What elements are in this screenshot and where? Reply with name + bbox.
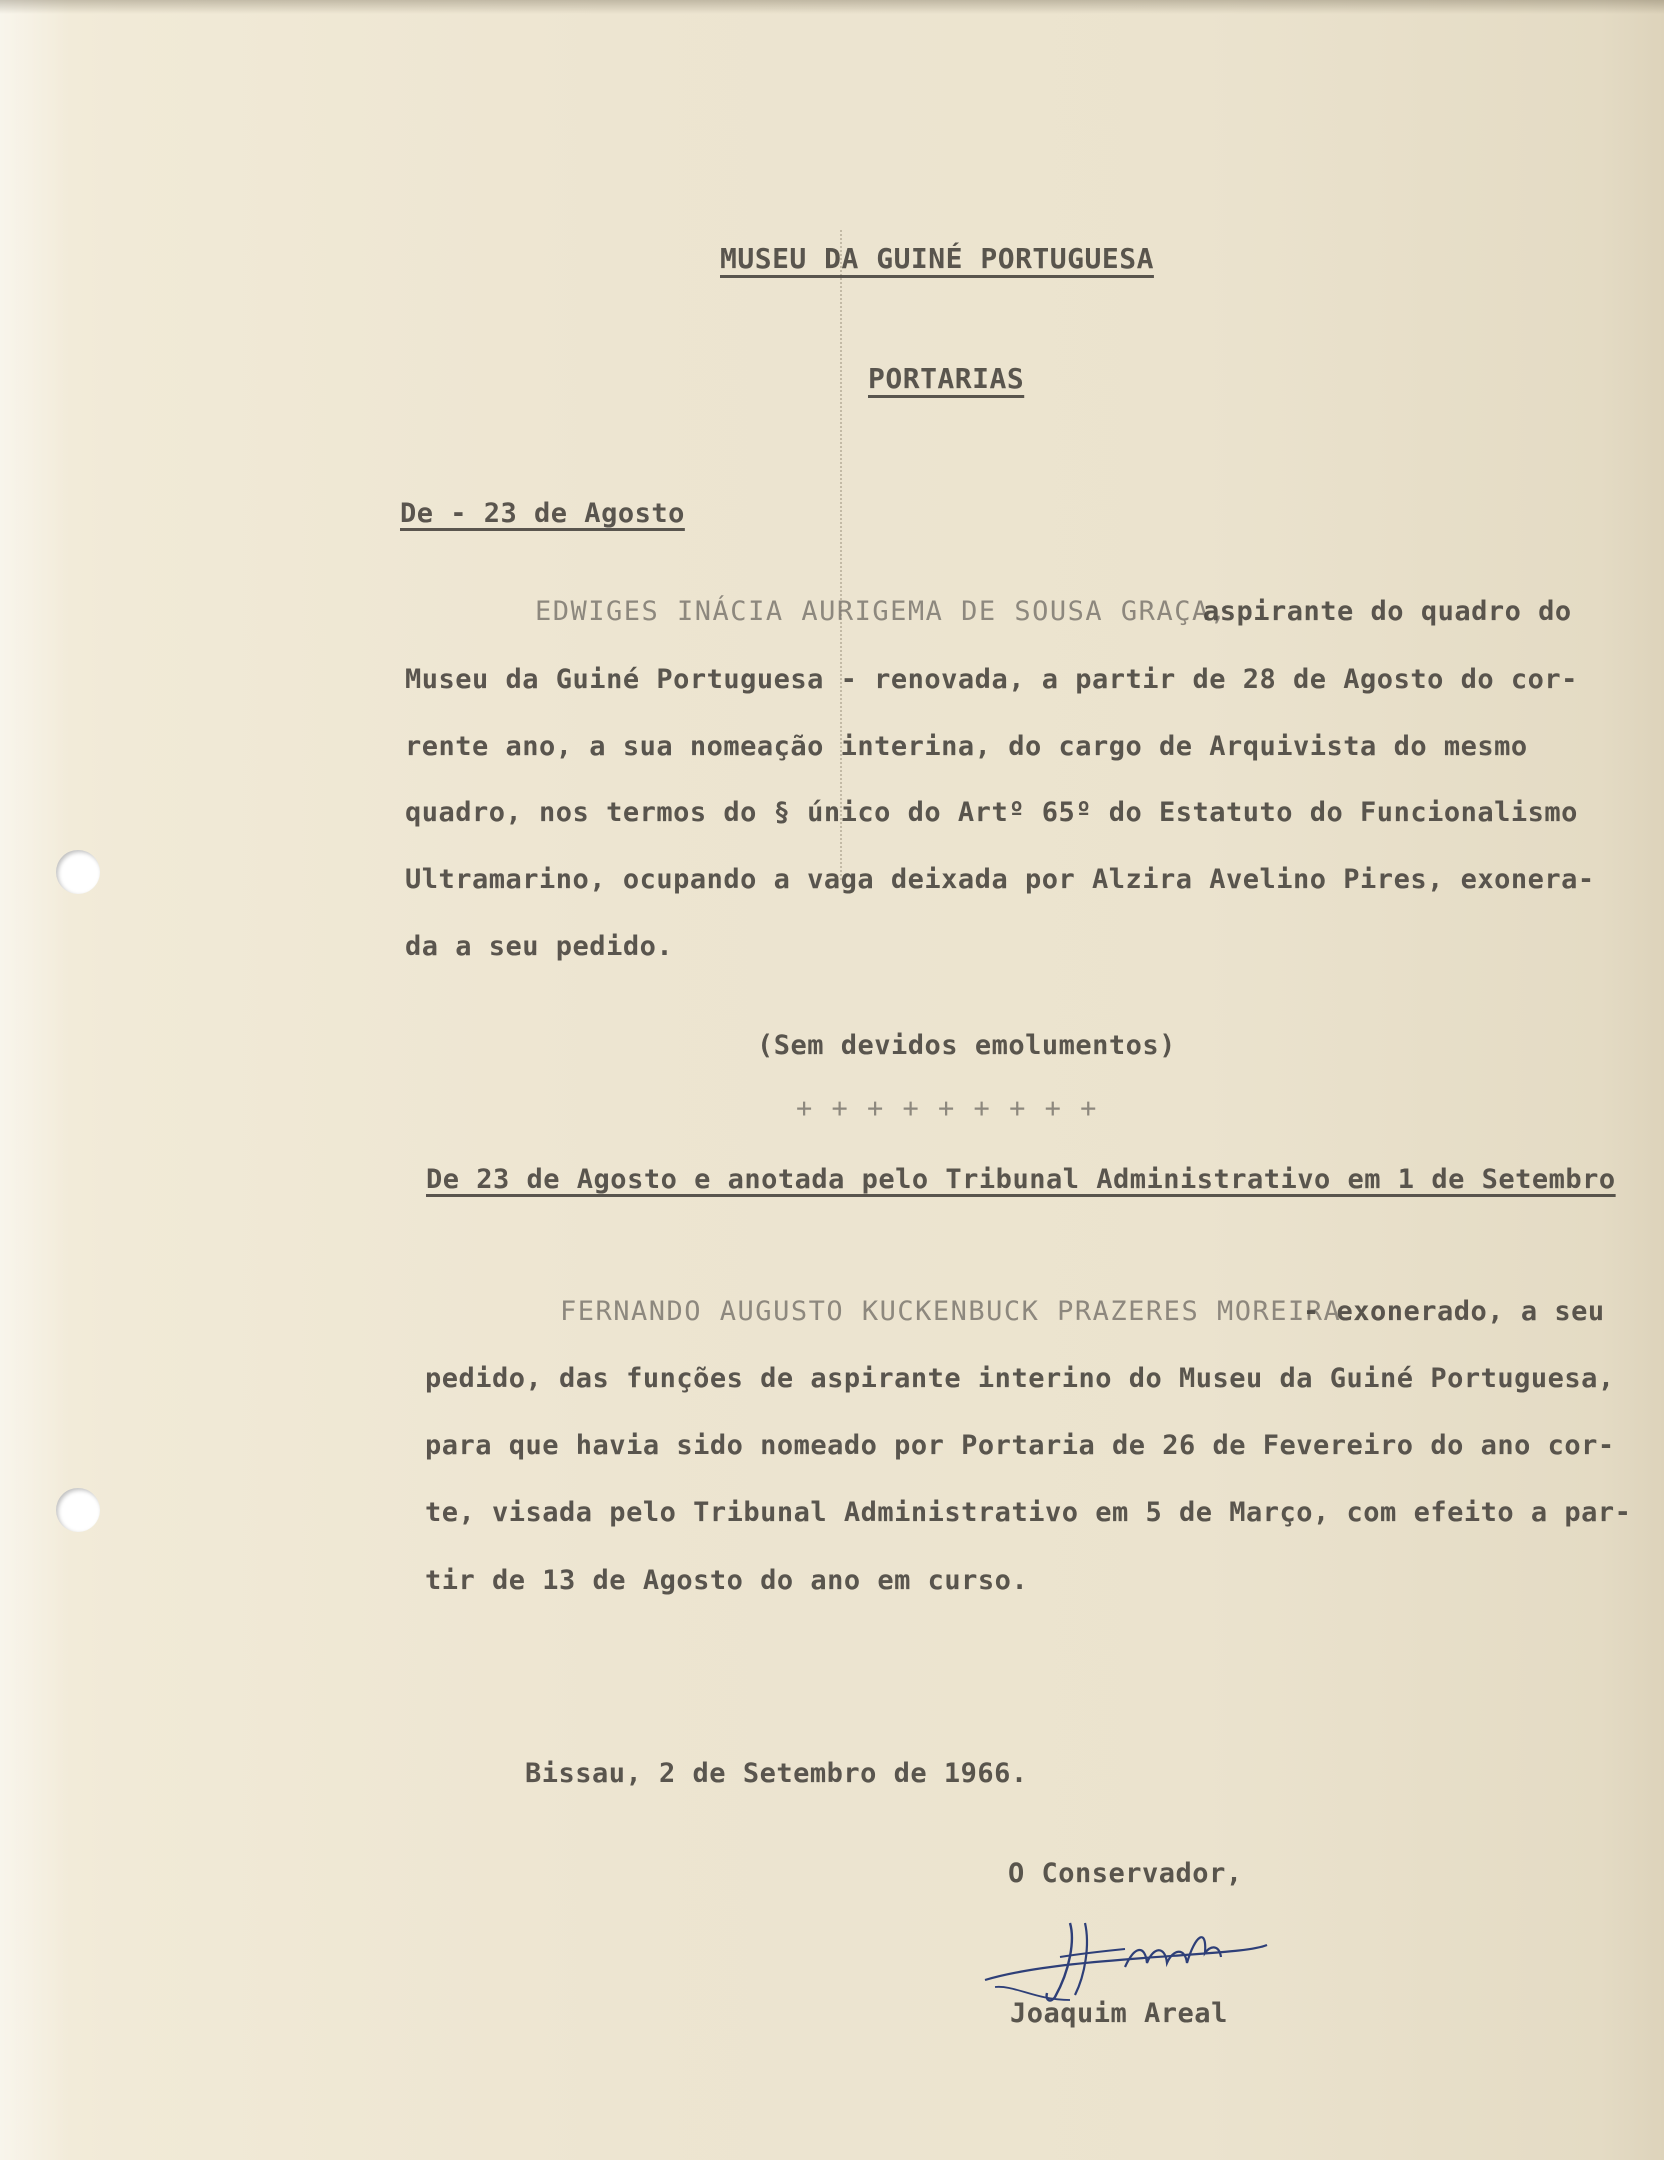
separator: + + + + + + + + + xyxy=(796,1093,1098,1124)
place-date: Bissau, 2 de Setembro de 1966. xyxy=(525,1758,1028,1789)
document-subheading: PORTARIAS xyxy=(868,362,1025,395)
section1-line: da a seu pedido. xyxy=(405,931,674,962)
signatory-title: O Conservador, xyxy=(1008,1858,1243,1889)
section2-line: - exonerado, a seu xyxy=(1303,1296,1605,1327)
punch-hole-icon xyxy=(56,850,100,894)
section1-note: (Sem devidos emolumentos) xyxy=(757,1030,1176,1061)
section1-name: EDWIGES INÁCIA AURIGEMA DE SOUSA GRAÇA, xyxy=(535,596,1228,627)
fold-line xyxy=(840,230,842,880)
section1-line: Museu da Guiné Portuguesa - renovada, a partir de 28 de Agosto do cor- xyxy=(405,664,1578,695)
section1-date: De - 23 de Agosto xyxy=(400,498,685,529)
section2-line: tir de 13 de Agosto do ano em curso. xyxy=(425,1565,1029,1596)
section2-name: FERNANDO AUGUSTO KUCKENBUCK PRAZERES MOREIRA xyxy=(560,1296,1342,1327)
section2-line: para que havia sido nomeado por Portaria de 26 de Fevereiro do ano cor- xyxy=(425,1430,1615,1461)
document-heading: MUSEU DA GUINÉ PORTUGUESA xyxy=(720,242,1154,275)
signatory-name: Joaquim Areal xyxy=(1010,1998,1228,2029)
paper-edge xyxy=(0,0,70,2160)
section1-line: rente ano, a sua nomeação interina, do cargo de Arquivista do mesmo xyxy=(405,731,1528,762)
section2-line: pedido, das funções de aspirante interino do Museu da Guiné Portuguesa, xyxy=(425,1363,1615,1394)
section2-date: De 23 de Agosto e anotada pelo Tribunal Administrativo em 1 de Setembro xyxy=(426,1164,1616,1195)
punch-hole-icon xyxy=(56,1488,100,1532)
section2-line: te, visada pelo Tribunal Administrativo em 5 de Março, com efeito a par- xyxy=(425,1497,1632,1528)
paper-top-shadow xyxy=(0,0,1664,14)
section1-line: quadro, nos termos do § único do Artº 65º do Estatuto do Funcionalismo xyxy=(405,797,1578,828)
section1-line: aspirante do quadro do xyxy=(1203,596,1572,627)
section1-line: Ultramarino, ocupando a vaga deixada por Alzira Avelino Pires, exonera- xyxy=(405,864,1595,895)
